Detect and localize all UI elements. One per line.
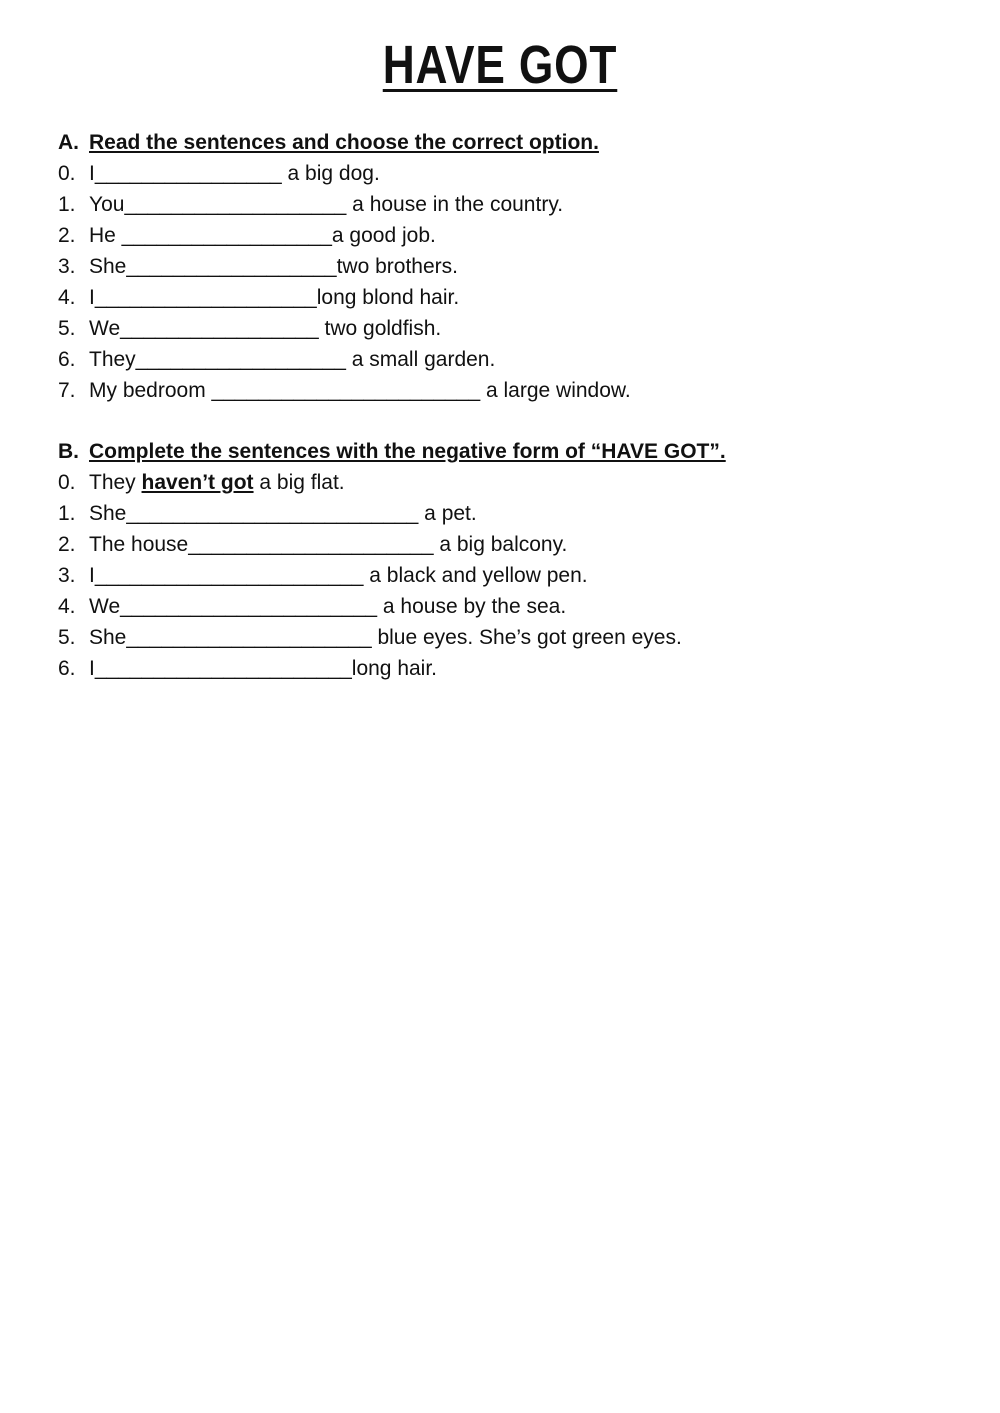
section-a-heading [0,127,1000,158]
item-sentence: I___________________long blond hair. [89,286,460,309]
item-sentence: My bedroom _______________________ a large window. [89,379,631,402]
item-sentence: You___________________ a house in the country. [89,193,564,216]
example-item [0,467,1000,498]
item-sentence: She_____________________ blue eyes. She’s got green eyes. [89,626,682,649]
example-sentence [89,467,345,498]
example-subject: They [89,471,136,494]
item-number: 2. [58,533,76,556]
exercise-item [0,189,1000,220]
example-answer: haven’t got [141,471,254,494]
item-sentence: She_________________________ a pet. [89,502,477,525]
item-sentence: He __________________a good job. [89,224,436,247]
item-number: 7. [58,379,76,402]
exercise-item [0,529,1000,560]
item-sentence: They__________________ a small garden. [89,348,496,371]
item-sentence: I______________________long hair. [89,657,438,680]
exercise-item [0,560,1000,591]
section-b [0,436,1000,684]
item-sentence: We______________________ a house by the sea. [89,595,567,618]
section-b-instruction: Complete the sentences with the negative form of “HAVE GOT”. [89,440,726,463]
exercise-item [0,313,1000,344]
item-number: 6. [58,657,76,680]
exercise-item [0,282,1000,313]
item-number: 5. [58,317,76,340]
exercise-item [0,158,1000,189]
exercise-item [0,220,1000,251]
exercise-item [0,591,1000,622]
item-sentence: I_______________________ a black and yellow pen. [89,564,588,587]
exercise-item [0,344,1000,375]
item-number: 6. [58,348,76,371]
item-number: 5. [58,626,76,649]
item-number: 3. [58,564,76,587]
section-b-letter: B. [58,440,79,463]
page-title [0,30,1000,100]
item-number: 0. [58,162,76,185]
example-rest: a big flat. [259,471,345,494]
section-b-heading [0,436,1000,467]
exercise-item [0,653,1000,684]
item-sentence: I________________ a big dog. [89,162,380,185]
item-number: 0. [58,471,76,494]
exercise-item [0,375,1000,406]
exercise-item [0,498,1000,529]
item-sentence: We_________________ two goldfish. [89,317,442,340]
item-number: 1. [58,502,76,525]
section-a-instruction: Read the sentences and choose the correct option. [89,131,599,154]
item-number: 2. [58,224,76,247]
item-number: 4. [58,595,76,618]
section-a [0,127,1000,406]
item-sentence: She__________________two brothers. [89,255,458,278]
item-sentence: The house_____________________ a big balcony. [89,533,568,556]
item-number: 1. [58,193,76,216]
exercise-item [0,622,1000,653]
page-title-text: HAVE GOT [382,35,618,95]
exercise-item [0,251,1000,282]
section-a-letter: A. [58,131,79,154]
item-number: 3. [58,255,76,278]
item-number: 4. [58,286,76,309]
